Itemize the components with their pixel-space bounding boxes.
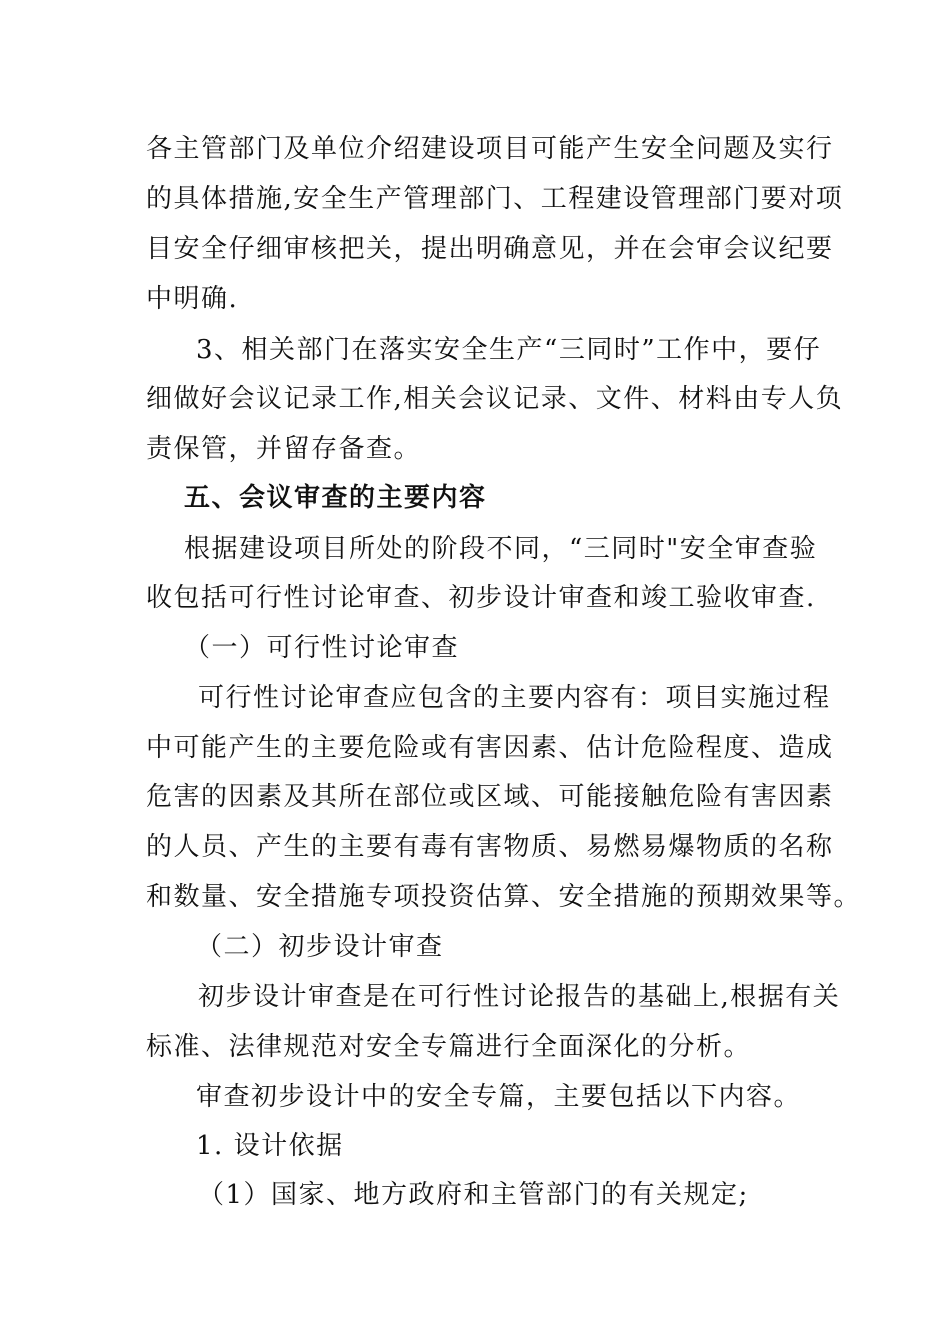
paragraph-start: 审查初步设计中的安全专篇，主要包括以下内容。: [196, 1082, 802, 1112]
body-text-line: 各主管部门及单位介绍建设项目可能产生安全问题及实行: [146, 134, 834, 164]
numbered-item: 1. 设计依据: [196, 1131, 344, 1161]
body-text-line: 中明确.: [146, 284, 239, 314]
numbered-item: （1）国家、地方政府和主管部门的有关规定;: [198, 1180, 749, 1210]
body-text-line: 责保管，并留存备查。: [146, 434, 422, 464]
paragraph-start: 根据建设项目所处的阶段不同，“三同时"安全审查验: [184, 534, 818, 564]
paragraph-start: 初步设计审查是在可行性讨论报告的基础上,根据有关: [198, 982, 841, 1012]
subsection-heading: （二）初步设计审查: [196, 932, 444, 962]
body-text-line: 中可能产生的主要危险或有害因素、估计危险程度、造成: [146, 733, 834, 763]
body-text-line: 细做好会议记录工作,相关会议记录、文件、材料由专人负: [146, 384, 844, 414]
body-text-line: 和数量、安全措施专项投资估算、安全措施的预期效果等。: [146, 882, 862, 912]
subsection-heading: （一）可行性讨论审查: [184, 633, 460, 663]
body-text-line: 收包括可行性讨论审查、初步设计审查和竣工验收审查.: [146, 583, 816, 613]
paragraph-start: 可行性讨论审查应包含的主要内容有：项目实施过程: [198, 683, 831, 713]
body-text-line: 目安全仔细审核把关，提出明确意见，并在会审会议纪要: [146, 234, 834, 264]
body-text-line: 的具体措施,安全生产管理部门、工程建设管理部门要对项: [146, 184, 844, 214]
section-heading: 五、会议审查的主要内容: [184, 483, 487, 513]
body-text-line: 的人员、产生的主要有毒有害物质、易燃易爆物质的名称: [146, 832, 834, 862]
body-text-line: 标准、法律规范对安全专篇进行全面深化的分析。: [146, 1032, 752, 1062]
numbered-paragraph-start: 3、相关部门在落实安全生产“三同时”工作中，要仔: [196, 335, 822, 365]
body-text-line: 危害的因素及其所在部位或区域、可能接触危险有害因素: [146, 782, 834, 812]
